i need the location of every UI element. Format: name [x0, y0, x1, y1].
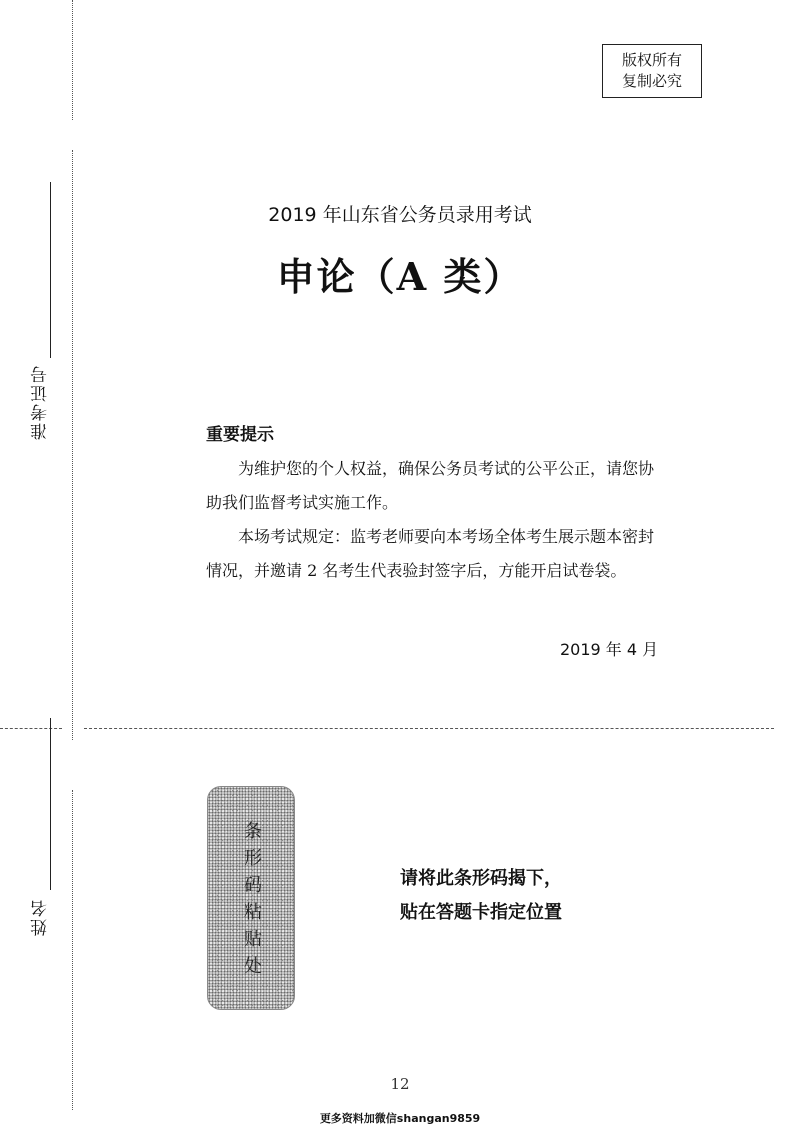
copyright-line1: 版权所有: [621, 51, 682, 69]
notice-date: 2019 年 4 月: [560, 640, 659, 659]
barcode-instruction-line1: 请将此条形码揭下，: [400, 868, 562, 889]
copyright-stamp: [602, 44, 702, 98]
page-number: 12: [390, 1075, 410, 1093]
notice-heading: 重要提示: [206, 425, 274, 445]
admission-number-label: 准考证号: [31, 364, 51, 440]
margin-dotted-line-bottom: [72, 790, 73, 1110]
exam-title: 2019 年山东省公务员录用考试: [268, 204, 532, 226]
notice-paragraph-1: 为维护您的个人权益，确保公务员考试的公平公正，请您协助我们监督考试实施工作。: [206, 459, 655, 512]
footer-text: 更多资料加微信shangan9859: [319, 1112, 481, 1125]
notice-paragraph-2: 本场考试规定：监考老师要向本考场全体考生展示题本密封情况，并邀请 2 名考生代表验封签字后，方能开启试卷袋。: [206, 527, 655, 580]
margin-dotted-line-middle: [72, 150, 73, 740]
paper-title: 申论（A 类）: [276, 254, 524, 299]
copyright-line2: 复制必究: [621, 72, 682, 90]
margin-dotted-line-top: [72, 0, 73, 120]
fold-dashed-line-left: [0, 728, 62, 729]
barcode-instruction-line2: 贴在答题卡指定位置: [400, 902, 562, 923]
name-line: [50, 718, 51, 890]
name-label: 姓名: [31, 898, 51, 936]
fold-dashed-line-right: [84, 728, 774, 729]
barcode-sticker-label: 条形码粘贴处: [241, 821, 262, 983]
barcode-sticker-area: [207, 786, 295, 1010]
